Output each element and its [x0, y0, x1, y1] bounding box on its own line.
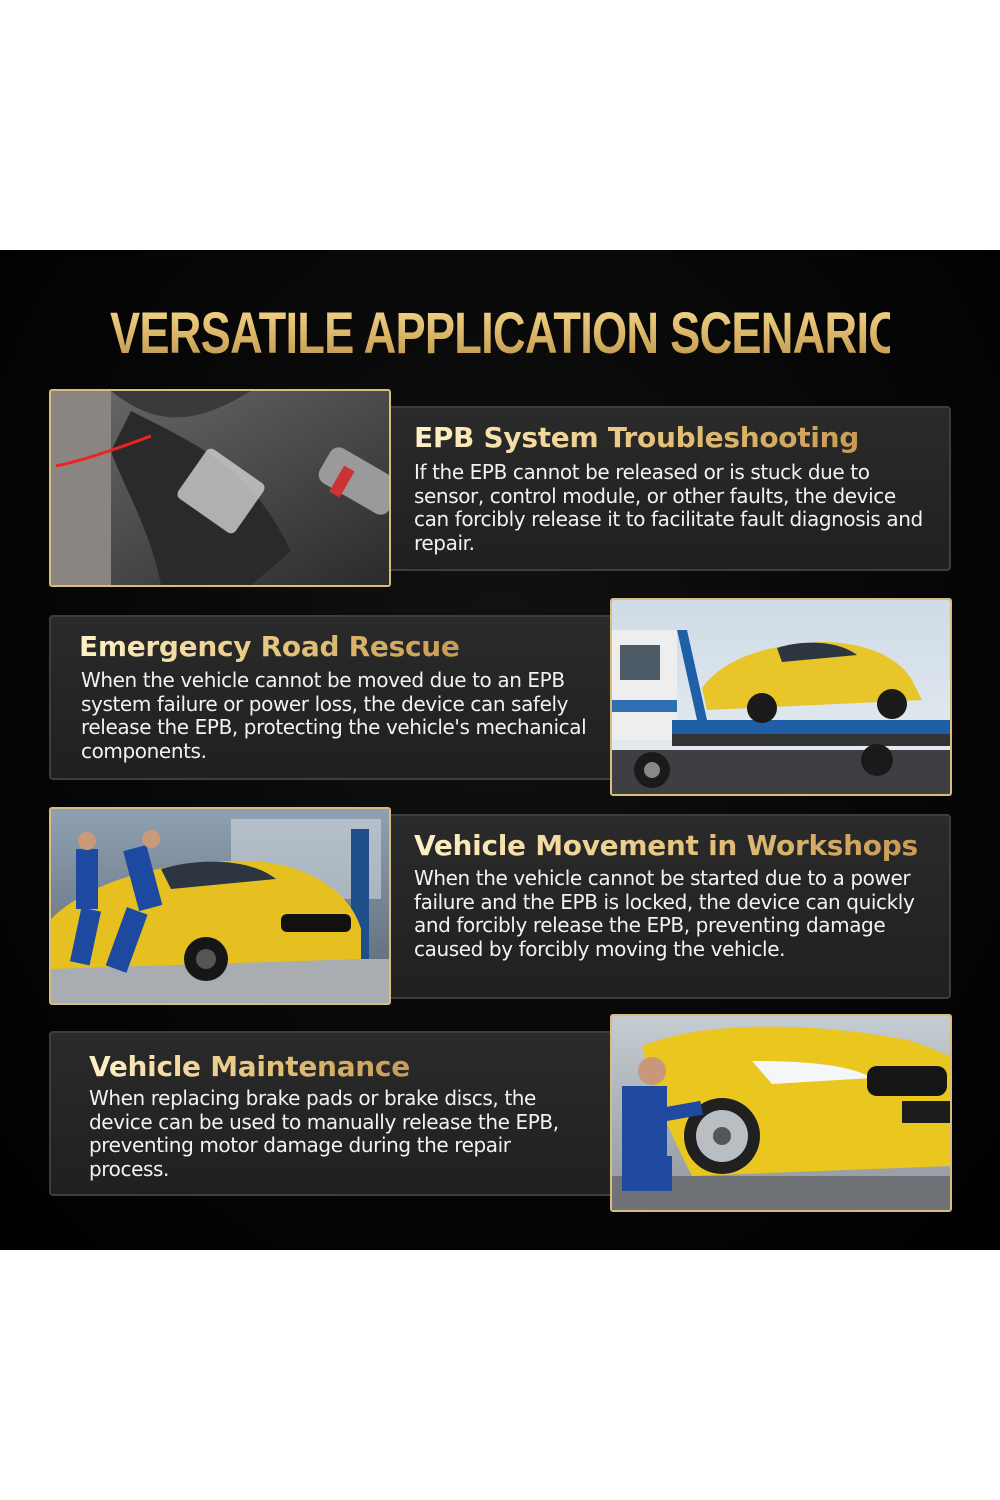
scenario-description: When replacing brake pads or brake discs, the device can be used to manually release the EPB, preventing motor damage during the repair process.	[89, 1086, 559, 1181]
scenario-heading: Vehicle Movement in Workshops	[414, 829, 918, 862]
scenario-description: If the EPB cannot be released or is stuck due to sensor, control module, or other faults, the device can forcibly release it to facilitate fault diagnosis and repair.	[414, 460, 923, 555]
scenario-description: When the vehicle cannot be moved due to an EPB system failure or power loss, the device can safely release the EPB, protecting the vehicle's mechanical components.	[81, 668, 587, 763]
workshop-push-photo	[49, 807, 391, 1005]
scenario-heading: Vehicle Maintenance	[89, 1050, 410, 1083]
scenario-heading: Emergency Road Rescue	[79, 630, 460, 663]
scenario-heading: EPB System Troubleshooting	[414, 421, 859, 454]
connector-photo	[49, 389, 391, 587]
page-title: VERSATILE APPLICATION SCENARIOS	[110, 301, 933, 366]
tow-truck-photo	[610, 598, 952, 796]
brake-service-photo	[610, 1014, 952, 1212]
scenario-description: When the vehicle cannot be started due to a power failure and the EPB is locked, the device can quickly and forcibly release the EPB, preventing damage caused by forcibly moving the vehicle.	[414, 866, 915, 961]
